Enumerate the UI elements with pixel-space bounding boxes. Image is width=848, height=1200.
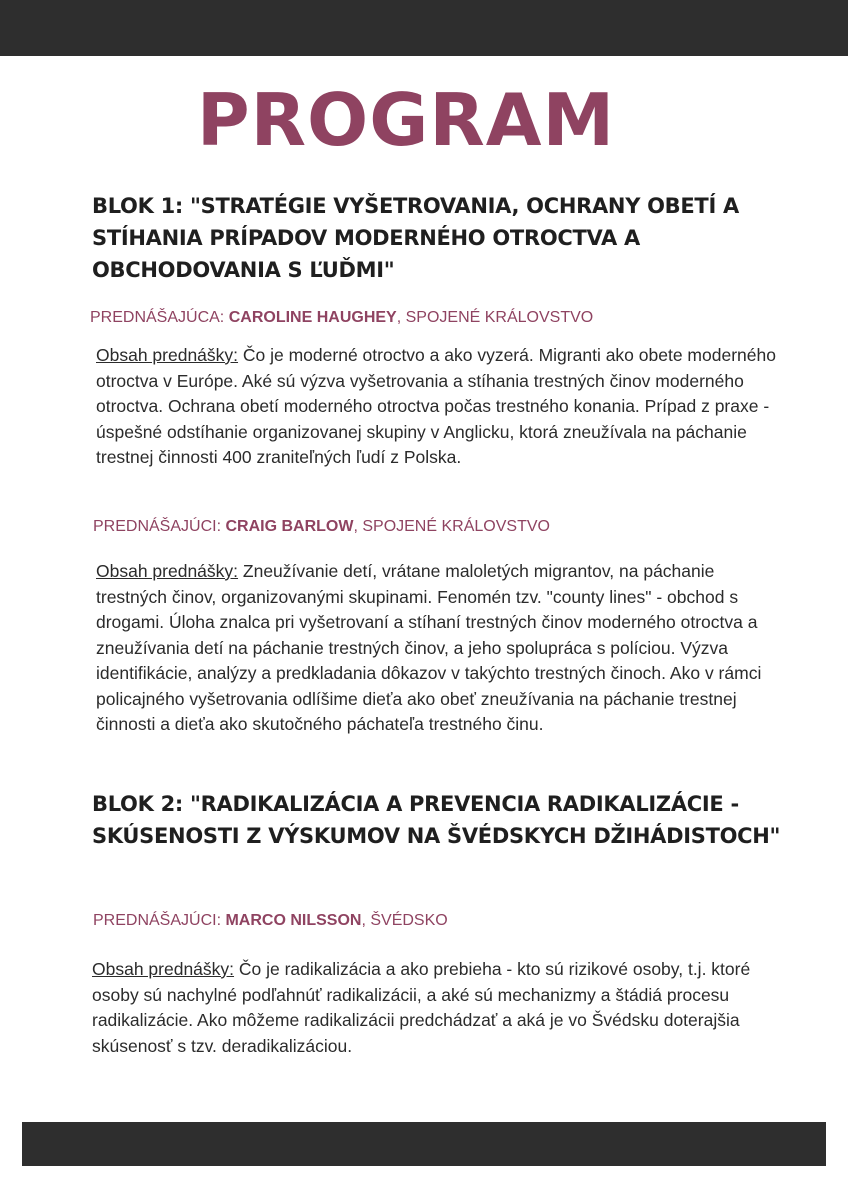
speaker-marco-nilsson bbox=[93, 910, 448, 932]
lecture-content-3 bbox=[92, 957, 756, 1059]
speaker-name: CAROLINE HAUGHEY bbox=[228, 309, 397, 326]
speaker-label: PREDNÁŠAJÚCI: bbox=[93, 912, 226, 929]
content-text: Čo je moderné otroctvo a ako vyzerá. Migranti ako obete moderného otroctva v Európe. Aké sú výzva vyšetrovania a stíhania trestných činov moderného otroctva. Ochrana obetí moderného otroctva počas trestného konania. Prípad z praxe - úspešné odstíhanie organizovanej skupiny v Anglicku, ktorá zneužívala na páchanie trestnej činnosti 400 zraniteľných ľudí z Polska. bbox=[96, 345, 776, 467]
page-title: PROGRAM bbox=[196, 78, 616, 162]
content-label: Obsah prednášky: bbox=[96, 561, 239, 581]
speaker-craig-barlow bbox=[93, 516, 550, 538]
speaker-name: CRAIG BARLOW bbox=[225, 518, 354, 535]
speaker-label: PREDNÁŠAJÚCA: bbox=[90, 309, 229, 326]
block-2-title: BLOK 2: "RADIKALIZÁCIA A PREVENCIA RADIKALIZÁCIE - SKÚSENOSTI Z VÝSKUMOV NA ŠVÉDSKYCH DŽIHÁDISTOCH" bbox=[92, 792, 781, 848]
speaker-country: , SPOJENÉ KRÁLOVSTVO bbox=[396, 309, 594, 326]
speaker-caroline-haughey bbox=[90, 307, 593, 329]
speaker-country: , SPOJENÉ KRÁLOVSTVO bbox=[353, 518, 550, 535]
content-label: Obsah prednášky: bbox=[92, 959, 235, 979]
block-1-title: BLOK 1: "STRATÉGIE VYŠETROVANIA, OCHRANY OBETÍ A STÍHANIA PRÍPADOV MODERNÉHO OTROCTVA A OBCHODOVANIA S ĽUĎMI" bbox=[92, 194, 739, 282]
lecture-content-1 bbox=[96, 343, 776, 471]
top-bar bbox=[0, 0, 848, 56]
lecture-content-2 bbox=[96, 559, 768, 738]
content-text: Zneužívanie detí, vrátane maloletých migrantov, na páchanie trestných činov, organizovanými skupinami. Fenomén tzv. "county lines" - obchod s drogami. Úloha znalca pri vyšetrovaní a stíhaní trestných činov moderného otroctva a zneužívania detí na páchanie trestných činov, a jeho spolupráca s políciou. Výzva identifikácie, analýzy a predkladania dôkazov v takýchto trestných činoch. Ako v rámci policajného vyšetrovania odlíšime dieťa ako obeť zneužívania na páchanie trestnej činnosti a dieťa ako skutočného páchateľa trestného činu. bbox=[96, 561, 762, 734]
content-label: Obsah prednášky: bbox=[96, 345, 239, 365]
content-text: Čo je radikalizácia a ako prebieha - kto sú rizikové osoby, t.j. ktoré osoby sú nachylné podľahnúť radikalizácii, a aké sú mechanizmy a štádiá procesu radikalizácie. Ako môžeme radikalizácii predchádzať a aká je vo Švédsku doterajšia skúsenosť s tzv. deradikalizáciou. bbox=[92, 959, 751, 1056]
speaker-name: MARCO NILSSON bbox=[225, 912, 362, 929]
speaker-label: PREDNÁŠAJÚCI: bbox=[93, 518, 226, 535]
speaker-country: , ŠVÉDSKO bbox=[361, 912, 448, 929]
bottom-bar bbox=[22, 1122, 826, 1166]
